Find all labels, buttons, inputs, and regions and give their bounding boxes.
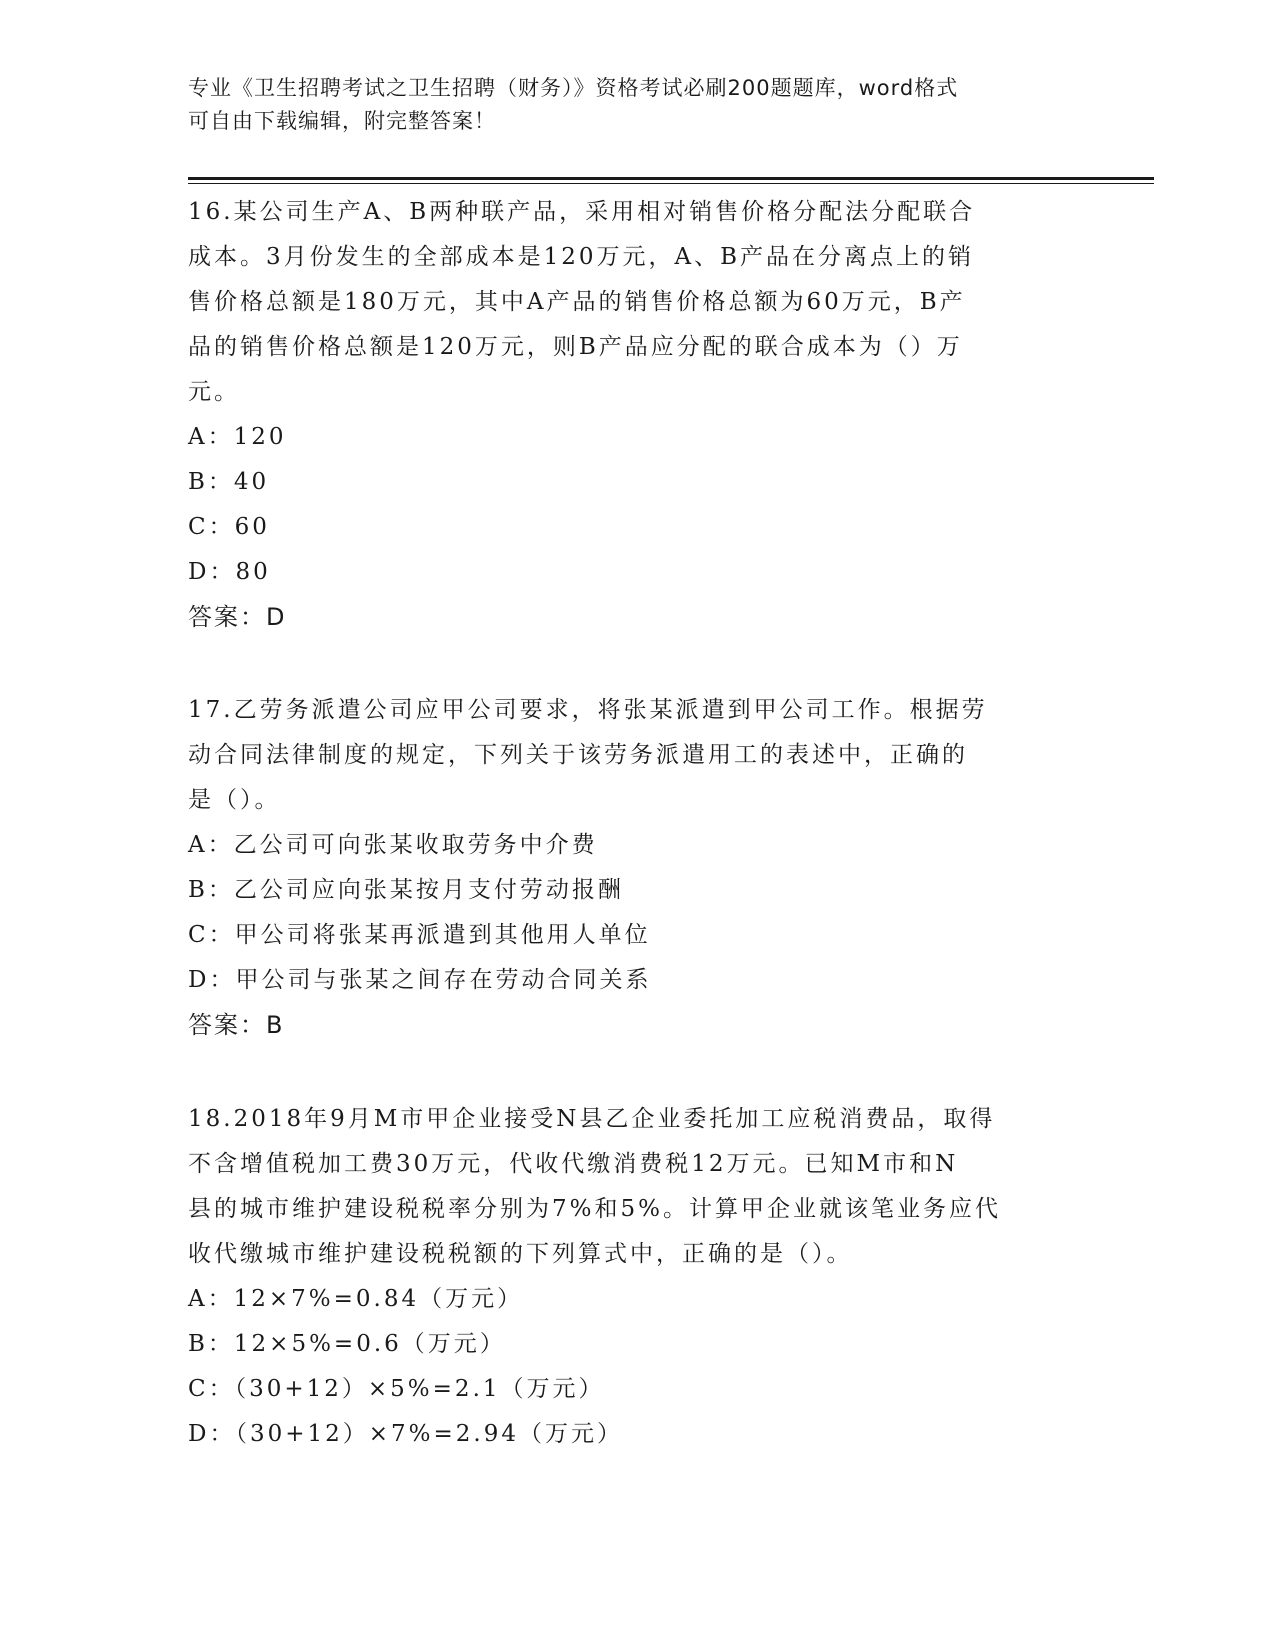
document-header (188, 72, 1088, 138)
question-text-line: 元。 (188, 379, 240, 405)
option-c: C：（30+12）×5%=2.1（万元） (188, 1376, 605, 1402)
question-text-line: 18.2018年9月M市甲企业接受N县乙企业委托加工应税消费品，取得 (188, 1106, 996, 1132)
question-text-line: 品的销售价格总额是120万元，则B产品应分配的联合成本为（）万 (188, 334, 963, 360)
header-line-2: 可自由下载编辑，附完整答案！ (188, 109, 496, 133)
header-line-1: 专业《卫生招聘考试之卫生招聘（财务）》资格考试必刷200题题库，word格式 (188, 76, 959, 100)
question-16 (188, 190, 1088, 640)
header-rule-thin (188, 183, 1154, 184)
question-text-line: 是（）。 (188, 787, 281, 813)
option-b: B：乙公司应向张某按月支付劳动报酬 (188, 877, 624, 903)
question-text-line: 17.乙劳务派遣公司应甲公司要求，将张某派遣到甲公司工作。根据劳 (188, 697, 988, 723)
answer: 答案：D (188, 603, 287, 631)
option-d: D：甲公司与张某之间存在劳动合同关系 (188, 967, 652, 993)
question-text-line: 售价格总额是180万元，其中A产品的销售价格总额为60万元，B产 (188, 289, 966, 315)
option-d: D：80 (188, 559, 271, 585)
option-c: C：甲公司将张某再派遣到其他用人单位 (188, 922, 651, 948)
question-text-line: 收代缴城市维护建设税税额的下列算式中，正确的是（）。 (188, 1241, 853, 1267)
question-text-line: 不含增值税加工费30万元，代收代缴消费税12万元。已知M市和N (188, 1151, 959, 1177)
question-text-line: 16.某公司生产A、B两种联产品，采用相对销售价格分配法分配联合 (188, 199, 976, 225)
question-17 (188, 688, 1088, 1048)
option-b: B：40 (188, 469, 270, 495)
option-a: A：120 (188, 424, 287, 450)
option-a: A：乙公司可向张某收取劳务中介费 (188, 832, 598, 858)
question-18 (188, 1097, 1088, 1457)
question-text-line: 县的城市维护建设税税率分别为7%和5%。计算甲企业就该笔业务应代 (188, 1196, 1001, 1222)
option-a: A：12×7%=0.84（万元） (188, 1286, 524, 1312)
option-b: B：12×5%=0.6（万元） (188, 1331, 506, 1357)
answer: 答案：B (188, 1011, 285, 1039)
option-c: C：60 (188, 514, 270, 540)
option-d: D：（30+12）×7%=2.94（万元） (188, 1421, 623, 1447)
question-text-line: 成本。3月份发生的全部成本是120万元，A、B产品在分离点上的销 (188, 244, 975, 270)
question-text-line: 动合同法律制度的规定，下列关于该劳务派遣用工的表述中，正确的 (188, 742, 968, 768)
header-rule-thick (188, 177, 1154, 180)
